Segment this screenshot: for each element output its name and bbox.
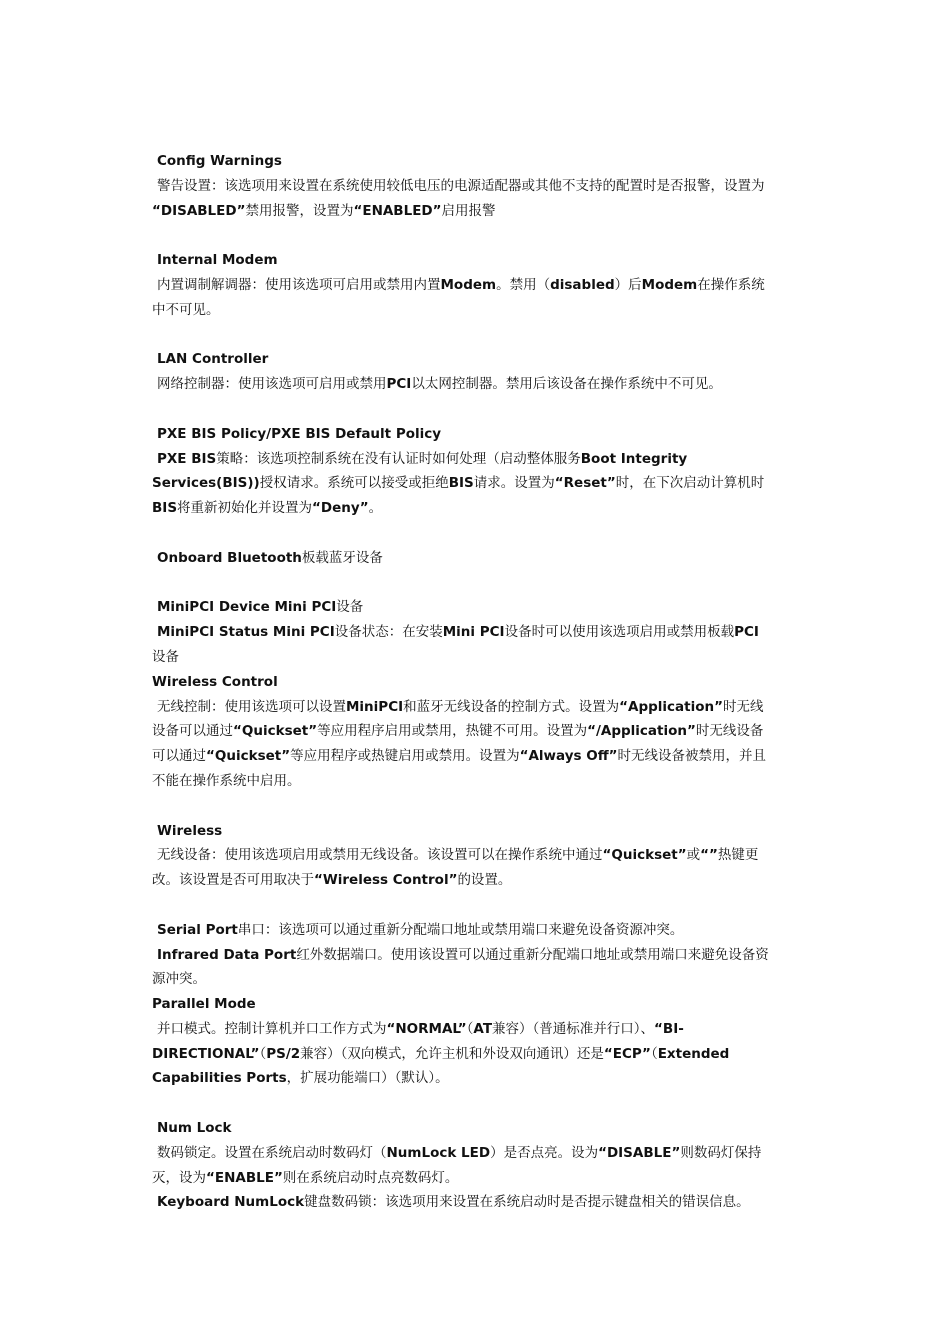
text-run: 兼容）（双向模式，允许主机和外设双向通讯）还是 — [300, 1045, 604, 1062]
text-run: 板载蓝牙设备 — [301, 549, 383, 566]
text-run: 热键更 — [717, 847, 759, 864]
blank-line — [152, 397, 820, 422]
text-line — [152, 868, 820, 893]
bold-text: “DISABLED” — [152, 202, 246, 219]
bold-text: “Always Off” — [519, 748, 618, 765]
text-run: 无线设备：使用该选项启用或禁用无线设备。该设置可以在操作系统中通过 — [157, 847, 603, 864]
text-line — [152, 918, 820, 943]
text-line — [152, 149, 820, 174]
bold-text: “Quickset” — [602, 847, 687, 864]
text-line — [152, 1116, 820, 1141]
text-run: 设备时可以使用该选项启用或禁用板载 — [504, 624, 735, 641]
text-run: 。禁用（ — [496, 276, 551, 293]
bold-text: Serial Port — [157, 921, 238, 938]
text-line — [152, 496, 820, 521]
text-run: 时无线设备 — [695, 723, 764, 740]
text-run: 等应用程序启用或禁用，热键不可用。设置为 — [317, 723, 588, 740]
bold-text: Wireless — [157, 822, 223, 839]
text-run: 兼容）（普通标准并行口）、 — [492, 1020, 655, 1037]
bold-text: “DISABLE” — [598, 1144, 681, 1161]
text-line — [152, 819, 820, 844]
text-run: 将重新初始化并设置为 — [177, 500, 313, 517]
text-run: 源冲突。 — [152, 971, 206, 988]
bold-text: MiniPCI Device Mini PCI — [157, 599, 337, 616]
text-line — [152, 967, 820, 992]
text-run: 则数码灯保持 — [680, 1144, 762, 1161]
bold-text: Config Warnings — [157, 153, 282, 169]
text-line — [152, 372, 820, 397]
text-run: 改。该设置是否可用取决于 — [152, 872, 314, 889]
bold-text: Wireless Control — [152, 673, 278, 690]
text-run: ）是否点亮。设为 — [490, 1144, 599, 1161]
text-run: 设备 — [336, 599, 364, 616]
text-run: 灭，设为 — [152, 1169, 206, 1186]
bold-text: “” — [700, 847, 718, 864]
text-line — [152, 1017, 820, 1042]
text-run: 不能在操作系统中启用。 — [152, 772, 301, 789]
text-line — [152, 1042, 820, 1067]
text-run: 设备状态：在安装 — [334, 624, 443, 641]
text-line — [152, 248, 820, 273]
text-line — [152, 992, 820, 1017]
text-line — [152, 298, 820, 323]
text-line — [152, 199, 820, 224]
blank-line — [152, 794, 820, 819]
bold-text: “Quickset” — [233, 723, 318, 740]
document-body — [152, 149, 820, 1215]
text-line — [152, 174, 820, 199]
text-line — [152, 546, 820, 571]
text-run: ，扩展功能端口）（默认）。 — [286, 1070, 449, 1087]
text-run: 网络控制器：使用该选项可启用或禁用 — [157, 376, 387, 393]
blank-line — [152, 521, 820, 546]
bold-text: NumLock LED — [386, 1144, 491, 1161]
text-run: 可以通过 — [152, 748, 206, 765]
bold-text: “Quickset” — [206, 748, 291, 765]
bold-text: PS/2 — [266, 1045, 301, 1062]
text-run: 则在系统启动时点亮数码灯。 — [282, 1169, 459, 1186]
text-line — [152, 943, 820, 968]
text-line — [152, 645, 820, 670]
bold-text: PXE BIS Policy/PXE BIS Default Policy — [157, 425, 442, 442]
text-line — [152, 719, 820, 744]
bold-text: MiniPCI — [346, 698, 404, 715]
bold-text: Parallel Mode — [152, 996, 256, 1013]
bold-text: Capabilities Ports — [152, 1070, 287, 1087]
bold-text: PCI — [734, 624, 759, 641]
bold-text: “ENABLE” — [206, 1169, 283, 1186]
bold-text: Internal Modem — [157, 252, 278, 269]
bold-text: Extended — [657, 1045, 730, 1062]
text-run: 的设置。 — [457, 872, 512, 889]
text-run: 在操作系统 — [697, 276, 765, 293]
text-run: 内置调制解调器：使用该选项可启用或禁用内置 — [157, 276, 441, 293]
text-run: 时无线设备被禁用，并且 — [617, 748, 767, 765]
text-run: 禁用报警，设置为 — [245, 202, 354, 219]
blank-line — [152, 1091, 820, 1116]
bold-text: LAN Controller — [157, 351, 269, 368]
text-line — [152, 1066, 820, 1091]
bold-text: AT — [473, 1020, 493, 1037]
text-run: 时无线 — [722, 698, 764, 715]
text-line — [152, 843, 820, 868]
text-line — [152, 744, 820, 769]
bold-text: “Reset” — [554, 475, 616, 492]
text-run: 请求。设置为 — [473, 475, 555, 492]
text-run: 键盘数码锁：该选项用来设置在系统启动时是否提示键盘相关的错误信息。 — [304, 1194, 750, 1211]
text-run: 时，在下次启动计算机时 — [615, 475, 765, 492]
bold-text: Services(BIS)) — [152, 475, 260, 492]
text-run: 或 — [686, 847, 701, 864]
text-line — [152, 471, 820, 496]
bold-text: Modem — [641, 276, 698, 293]
bold-text: “BI- — [654, 1020, 684, 1037]
bold-text: “/Application” — [587, 723, 696, 740]
text-line — [152, 670, 820, 695]
bold-text: Mini PCI — [442, 624, 505, 641]
text-run: 串口：该选项可以通过重新分配端口地址或禁用端口来避免设备资源冲突。 — [237, 921, 684, 938]
bold-text: Boot Integrity — [580, 450, 688, 467]
text-line — [152, 695, 820, 720]
bold-text: “ECP” — [603, 1045, 651, 1062]
text-line — [152, 273, 820, 298]
text-run: 策略：该选项控制系统在没有认证时如何处理（启动整体服务 — [216, 450, 581, 467]
text-line — [152, 422, 820, 447]
blank-line — [152, 571, 820, 596]
text-line — [152, 595, 820, 620]
text-run: 无线控制：使用该选项可以设置 — [157, 698, 346, 715]
bold-text: Modem — [440, 276, 497, 293]
text-run: 中不可见。 — [152, 301, 220, 318]
text-line — [152, 447, 820, 472]
bold-text: “ENABLED” — [353, 202, 442, 219]
text-line — [152, 620, 820, 645]
text-run: 数码锁定。设置在系统启动时数码灯（ — [157, 1144, 387, 1161]
bold-text: “Wireless Control” — [314, 872, 458, 889]
bold-text: PXE BIS — [157, 450, 217, 467]
text-run: 授权请求。系统可以接受或拒绝 — [259, 475, 449, 492]
text-line — [152, 769, 820, 794]
text-run: 以太网控制器。禁用后该设备在操作系统中不可见。 — [411, 376, 722, 393]
bold-text: BIS — [448, 475, 474, 492]
bold-text: DIRECTIONAL” — [152, 1045, 260, 1062]
bold-text: BIS — [152, 500, 178, 517]
bold-text: MiniPCI Status Mini PCI — [157, 624, 335, 641]
text-run: 启用报警 — [441, 202, 496, 219]
text-run: 设备 — [152, 648, 179, 665]
text-run: （ — [466, 1020, 474, 1037]
text-line — [152, 347, 820, 372]
blank-line — [152, 223, 820, 248]
text-run: 警告设置：该选项用来设置在系统使用较低电压的电源适配器或其他不支持的配置时是否报警，设置为 — [157, 177, 765, 194]
bold-text: Onboard Bluetooth — [157, 549, 302, 566]
text-run: 和蓝牙无线设备的控制方式。设置为 — [403, 698, 620, 715]
text-run: 等应用程序或热键启用或禁用。设置为 — [290, 748, 520, 765]
bold-text: Keyboard NumLock — [157, 1194, 305, 1211]
blank-line — [152, 893, 820, 918]
text-run: （ — [259, 1045, 267, 1062]
bold-text: disabled — [550, 276, 615, 293]
bold-text: PCI — [386, 376, 412, 393]
text-run: 。 — [368, 500, 383, 517]
bold-text: “Deny” — [312, 500, 369, 517]
text-run: 红外数据端口。使用该设置可以通过重新分配端口地址或禁用端口来避免设备资 — [296, 946, 769, 963]
bold-text: “Application” — [619, 698, 723, 715]
bold-text: “NORMAL” — [386, 1020, 467, 1037]
bold-text: Infrared Data Port — [157, 946, 297, 963]
text-run: 设备可以通过 — [152, 723, 233, 740]
text-run: （ — [650, 1045, 658, 1062]
text-line — [152, 1190, 820, 1215]
blank-line — [152, 323, 820, 348]
text-line — [152, 1141, 820, 1166]
text-line — [152, 1166, 820, 1191]
bold-text: Num Lock — [157, 1120, 232, 1137]
text-run: ）后 — [614, 276, 642, 293]
text-run: 并口模式。控制计算机并口工作方式为 — [157, 1020, 387, 1037]
